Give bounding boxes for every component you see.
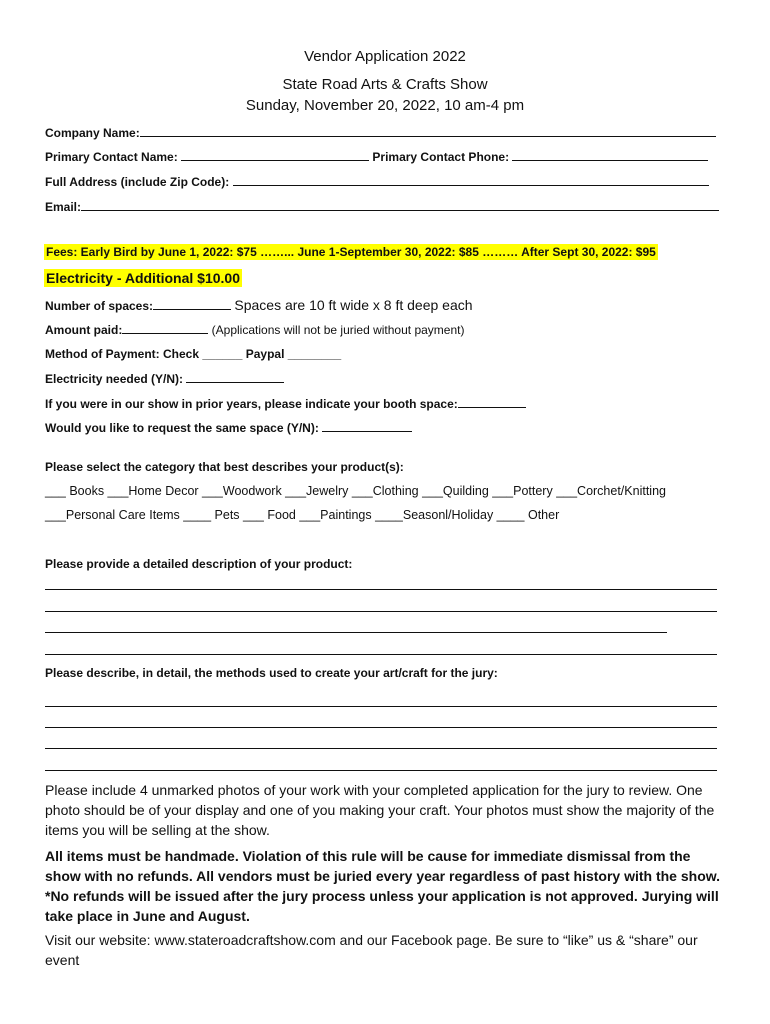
email-field[interactable] bbox=[45, 199, 719, 214]
show-date: Sunday, November 20, 2022, 10 am-4 pm bbox=[245, 97, 525, 114]
product-description-line[interactable] bbox=[45, 611, 717, 612]
prior-booth-label: If you were in our show in prior years, please indicate your booth space: bbox=[45, 397, 458, 411]
electricity-needed-line[interactable] bbox=[186, 371, 284, 383]
spaces-field[interactable] bbox=[45, 297, 473, 313]
amount-paid-note: (Applications will not be juried without payment) bbox=[211, 323, 465, 337]
photos-instructions: Please include 4 unmarked photos of your work with your completed application for the jury to review. One photo should be of your display and one of you making your craft. Your photos must show the majority of the items you will be selling at the show. bbox=[45, 782, 715, 838]
primary-phone-label: Primary Contact Phone: bbox=[372, 150, 510, 164]
electricity-fee: Electricity - Additional $10.00 bbox=[46, 270, 240, 286]
address-field[interactable] bbox=[45, 174, 709, 189]
website-note: Visit our website: www.stateroadcraftshow.com and our Facebook page. Be sure to “like” us & “share” our event bbox=[45, 932, 698, 968]
primary-contact-field[interactable] bbox=[45, 149, 708, 164]
spaces-label: Number of spaces: bbox=[45, 299, 154, 313]
category-options-row2[interactable]: ___Personal Care Items ____ Pets ___ Food ___Paintings ____Seasonl/Holiday ____ Other bbox=[45, 508, 560, 522]
amount-paid-line[interactable] bbox=[122, 322, 208, 334]
spaces-line[interactable] bbox=[153, 298, 231, 310]
email-line[interactable] bbox=[81, 199, 719, 211]
fees-schedule: Fees: Early Bird by June 1, 2022: $75 ……... June 1-September 30, 2022: $85 ……… After Sept 30, 2022: $95 bbox=[46, 245, 656, 259]
payment-method-field[interactable]: Method of Payment: Check ______ Paypal ________ bbox=[45, 347, 342, 361]
product-description-line[interactable] bbox=[45, 589, 717, 590]
category-options-row1[interactable]: ___ Books ___Home Decor ___Woodwork ___Jewelry ___Clothing ___Quilding ___Pottery ___Corchet/Knitting bbox=[45, 484, 666, 498]
methods-line[interactable] bbox=[45, 727, 717, 728]
category-heading: Please select the category that best describes your product(s): bbox=[45, 460, 404, 474]
methods-line[interactable] bbox=[45, 748, 717, 749]
methods-heading: Please describe, in detail, the methods used to create your art/craft for the jury: bbox=[45, 666, 498, 680]
show-name: State Road Arts & Crafts Show bbox=[282, 76, 488, 93]
prior-booth-line[interactable] bbox=[458, 396, 526, 408]
same-space-label: Would you like to request the same space (Y/N): bbox=[45, 421, 319, 435]
rules-notice: All items must be handmade. Violation of this rule will be cause for immediate dismissal from the show with no refunds. All vendors must be juried every year regardless of past history with the show. *No refunds will be issued after the jury process unless your application is not approved. Jurying will take place in June and August. bbox=[45, 848, 721, 924]
amount-paid-label: Amount paid: bbox=[45, 323, 123, 337]
product-description-line[interactable] bbox=[45, 632, 667, 633]
primary-contact-label: Primary Contact Name: bbox=[45, 150, 178, 164]
company-name-line[interactable] bbox=[140, 125, 716, 137]
primary-contact-line[interactable] bbox=[181, 149, 369, 161]
electricity-needed-label: Electricity needed (Y/N): bbox=[45, 372, 184, 386]
same-space-field[interactable] bbox=[45, 420, 412, 435]
form-title: Vendor Application 2022 bbox=[304, 48, 466, 65]
primary-phone-line[interactable] bbox=[512, 149, 708, 161]
methods-line[interactable] bbox=[45, 770, 717, 771]
address-label: Full Address (include Zip Code): bbox=[45, 175, 230, 189]
company-name-field[interactable] bbox=[45, 125, 716, 140]
email-label: Email: bbox=[45, 200, 82, 214]
product-description-line[interactable] bbox=[45, 654, 717, 655]
address-line[interactable] bbox=[233, 174, 709, 186]
amount-paid-field[interactable] bbox=[45, 322, 464, 337]
spaces-note: Spaces are 10 ft wide x 8 ft deep each bbox=[234, 297, 473, 313]
product-description-heading: Please provide a detailed description of your product: bbox=[45, 557, 353, 571]
methods-line[interactable] bbox=[45, 706, 717, 707]
prior-booth-field[interactable] bbox=[45, 396, 526, 411]
company-name-label: Company Name: bbox=[45, 126, 140, 140]
same-space-line[interactable] bbox=[322, 420, 412, 432]
electricity-needed-field[interactable] bbox=[45, 371, 284, 386]
